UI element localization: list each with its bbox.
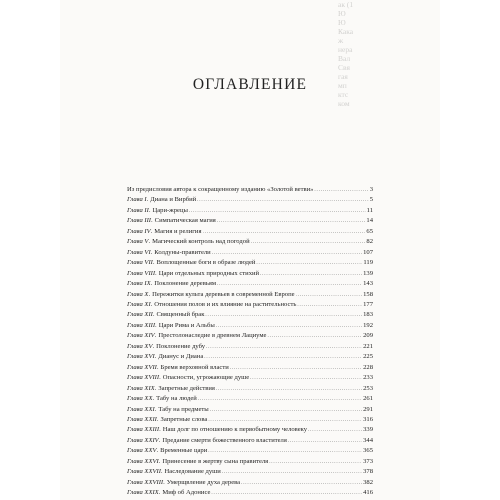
chapter-title: Колдуны-правители bbox=[154, 248, 211, 256]
dot-leader bbox=[256, 258, 362, 268]
dot-leader bbox=[211, 488, 362, 498]
page-number: 119 bbox=[363, 259, 373, 267]
chapter-number: Глава XXVII . bbox=[127, 467, 163, 476]
chapter-title: Пережитки культа деревьев в современной Европе bbox=[152, 290, 295, 298]
chapter-title: Магический контроль над погодой bbox=[152, 238, 250, 246]
chapter-title: Табу на людей bbox=[156, 395, 197, 403]
dot-leader bbox=[208, 415, 362, 425]
toc-entry bbox=[127, 342, 373, 352]
toc-entry bbox=[127, 425, 373, 435]
chapter-number: Глава XXIV . bbox=[127, 436, 160, 445]
chapter-title: Поклонение деревьям bbox=[154, 280, 217, 288]
bleed-line: ктс bbox=[338, 90, 349, 99]
chapter-number: Глава I . bbox=[127, 195, 148, 204]
chapter-number: Глава XI . bbox=[127, 300, 152, 309]
chapter-title: Поклонение дубу bbox=[156, 342, 206, 350]
chapter-title: Цари отдельных природных стихий bbox=[158, 269, 260, 277]
toc-entry bbox=[127, 321, 373, 331]
dot-leader bbox=[222, 467, 362, 477]
toc-entry bbox=[127, 331, 373, 341]
dot-leader bbox=[208, 446, 362, 456]
toc-entry bbox=[127, 269, 373, 279]
chapter-title: Опасности, угрожающие душе bbox=[162, 374, 250, 382]
chapter-title: Магия и религия bbox=[154, 227, 202, 235]
dot-leader bbox=[217, 279, 362, 289]
bleed-line: мп bbox=[338, 81, 347, 90]
chapter-title: Предание смерти божественного властителя bbox=[162, 436, 287, 444]
chapter-title: Наследование души bbox=[164, 468, 221, 476]
toc-entry bbox=[127, 478, 373, 488]
dot-leader bbox=[230, 363, 362, 373]
page-number: 183 bbox=[363, 311, 373, 319]
chapter-number: Глава XIII . bbox=[127, 321, 157, 330]
dot-leader bbox=[241, 478, 362, 488]
toc-entry bbox=[127, 373, 373, 383]
toc-entry bbox=[127, 290, 373, 300]
page-number: 233 bbox=[363, 374, 373, 382]
toc-entry bbox=[127, 405, 373, 415]
toc-entry bbox=[127, 279, 373, 289]
dot-leader bbox=[297, 300, 362, 310]
chapter-number: Глава XXVI . bbox=[127, 457, 160, 466]
dot-leader bbox=[260, 269, 362, 279]
toc-entry bbox=[127, 206, 373, 216]
page-number: 344 bbox=[363, 436, 373, 444]
chapter-number: Глава IV . bbox=[127, 227, 152, 236]
chapter-number: Глава XVI . bbox=[127, 352, 156, 361]
chapter-title: Престолонаследие в древнем Лациуме bbox=[158, 332, 267, 340]
bleed-line: нера bbox=[338, 45, 353, 54]
page-number: 261 bbox=[363, 395, 373, 403]
dot-leader bbox=[288, 436, 362, 446]
bleed-line: ком bbox=[338, 99, 350, 108]
chapter-number: Глава VIII . bbox=[127, 269, 157, 278]
chapter-number: Глава IX . bbox=[127, 279, 152, 288]
chapter-title: Воплощенные боги в образе людей bbox=[156, 259, 256, 267]
page-number: 143 bbox=[363, 280, 373, 288]
toc-entry bbox=[127, 227, 373, 237]
chapter-title: Симпатическая магия bbox=[154, 217, 216, 225]
toc-entry bbox=[127, 195, 373, 205]
toc-entry bbox=[127, 488, 373, 498]
bleed-line: ж bbox=[338, 36, 344, 45]
chapter-number: Глава VI . bbox=[127, 248, 152, 257]
dot-leader bbox=[314, 185, 368, 195]
chapter-number: Глава XXII . bbox=[127, 415, 159, 424]
chapter-number: Глава III . bbox=[127, 216, 153, 225]
chapter-title: Священный брак bbox=[156, 311, 205, 319]
page-number: 365 bbox=[363, 447, 373, 455]
dot-leader bbox=[198, 394, 362, 404]
dot-leader bbox=[308, 425, 362, 435]
dot-leader bbox=[251, 237, 366, 247]
chapter-title: Цари Рима и Альбы bbox=[158, 321, 215, 329]
chapter-number: Глава XVIII . bbox=[127, 373, 161, 382]
table-of-contents bbox=[127, 185, 373, 499]
toc-entry bbox=[127, 216, 373, 226]
page-number: 378 bbox=[363, 468, 373, 476]
dot-leader bbox=[197, 195, 369, 205]
dot-leader bbox=[205, 310, 362, 320]
bleed-line: Ю bbox=[338, 9, 346, 18]
chapter-title: Табу на предметы bbox=[158, 405, 209, 413]
bleed-line: Свя bbox=[338, 63, 350, 72]
chapter-title: Наш долг по отношению к первобытному человеку bbox=[162, 426, 308, 434]
dot-leader bbox=[267, 331, 362, 341]
page-number: 339 bbox=[363, 426, 373, 434]
chapter-number: Глава XIX . bbox=[127, 384, 156, 393]
page-number: 11 bbox=[366, 206, 373, 214]
toc-entry bbox=[127, 300, 373, 310]
dot-leader bbox=[296, 290, 363, 300]
chapter-number: Глава XII . bbox=[127, 310, 155, 319]
chapter-number: Глава XVII . bbox=[127, 363, 159, 372]
dot-leader bbox=[204, 352, 362, 362]
page-number: 209 bbox=[363, 332, 373, 340]
chapter-title: Цари-жрецы bbox=[152, 206, 188, 214]
chapter-title: Принесение в жертву сына правителя bbox=[162, 457, 269, 465]
dot-leader bbox=[206, 342, 362, 352]
chapter-number: Глава XXIX . bbox=[127, 488, 160, 497]
page-number: 14 bbox=[366, 217, 373, 225]
chapter-title: Отношения полов и их влияние на растительность bbox=[154, 300, 297, 308]
toc-entry bbox=[127, 384, 373, 394]
page-number: 5 bbox=[369, 196, 373, 204]
dot-leader bbox=[212, 248, 362, 258]
chapter-number: Глава XXIII . bbox=[127, 425, 161, 434]
bleed-line: Кака bbox=[338, 27, 354, 36]
toc-entry bbox=[127, 446, 373, 456]
toc-entry bbox=[127, 467, 373, 477]
toc-entry bbox=[127, 352, 373, 362]
chapter-number: Глава XX . bbox=[127, 394, 154, 403]
page-number: 382 bbox=[363, 478, 373, 486]
page-number: 228 bbox=[363, 363, 373, 371]
page-number: 82 bbox=[366, 238, 373, 246]
chapter-number: Глава XV . bbox=[127, 342, 154, 351]
toc-entry bbox=[127, 310, 373, 320]
chapter-title: Умерщвление духа дерева bbox=[166, 478, 241, 486]
chapter-number: Глава II . bbox=[127, 206, 150, 215]
toc-entry bbox=[127, 415, 373, 425]
bleed-line: Вал bbox=[338, 54, 351, 63]
chapter-title: Бремя верховной власти bbox=[160, 363, 229, 371]
chapter-title: Миф об Адонисе bbox=[162, 489, 211, 497]
page-number: 373 bbox=[363, 457, 373, 465]
dot-leader bbox=[269, 457, 362, 467]
dot-leader bbox=[250, 373, 362, 383]
page-number: 192 bbox=[363, 321, 373, 329]
page-number: 177 bbox=[363, 300, 373, 308]
dot-leader bbox=[216, 321, 362, 331]
page-title: ОГЛАВЛЕНИЕ bbox=[192, 76, 308, 93]
page-number: 221 bbox=[363, 342, 373, 350]
bleed-line: гая bbox=[338, 72, 348, 81]
chapter-number: Глава V . bbox=[127, 237, 150, 246]
toc-entry bbox=[127, 363, 373, 373]
page-number: 253 bbox=[363, 384, 373, 392]
chapter-title: Дианус и Диана bbox=[158, 353, 204, 361]
chapter-title: Временные цари bbox=[160, 447, 208, 455]
toc-entry bbox=[127, 237, 373, 247]
toc-entry bbox=[127, 394, 373, 404]
chapter-number: Глава XXVIII . bbox=[127, 478, 165, 487]
bleed-line: Ю bbox=[338, 18, 346, 27]
toc-entry bbox=[127, 457, 373, 467]
toc-entry bbox=[127, 248, 373, 258]
page-number: 158 bbox=[363, 290, 373, 298]
chapter-number: Глава VII . bbox=[127, 258, 155, 267]
page-number: 316 bbox=[363, 415, 373, 423]
page-number: 3 bbox=[369, 186, 373, 193]
page-number: 139 bbox=[363, 269, 373, 277]
bleed-line: ак (1 bbox=[338, 0, 354, 9]
chapter-title: Запретные слова bbox=[160, 415, 208, 423]
chapter-number: Глава XXV . bbox=[127, 446, 158, 455]
page-number: 291 bbox=[363, 405, 373, 413]
chapter-title: Запретные действия bbox=[158, 384, 215, 392]
page-number: 225 bbox=[363, 353, 373, 361]
page-number: 416 bbox=[363, 489, 373, 497]
dot-leader bbox=[189, 206, 366, 216]
toc-entry bbox=[127, 436, 373, 446]
dot-leader bbox=[216, 384, 362, 394]
dot-leader bbox=[217, 216, 366, 226]
chapter-number: Глава XXI . bbox=[127, 405, 156, 414]
dot-leader bbox=[210, 405, 362, 415]
chapter-title: Из предисловия автора к сокращенному изданию «Золотой ветви» bbox=[127, 186, 314, 193]
toc-entry bbox=[127, 258, 373, 268]
chapter-number: Глава X . bbox=[127, 290, 150, 299]
dot-leader bbox=[203, 227, 366, 237]
chapter-number: Глава XIV . bbox=[127, 331, 156, 340]
chapter-title: Диана и Вирбий bbox=[150, 196, 197, 204]
page-number: 65 bbox=[366, 227, 373, 235]
toc-entry bbox=[127, 185, 373, 195]
page-number: 107 bbox=[363, 248, 373, 256]
